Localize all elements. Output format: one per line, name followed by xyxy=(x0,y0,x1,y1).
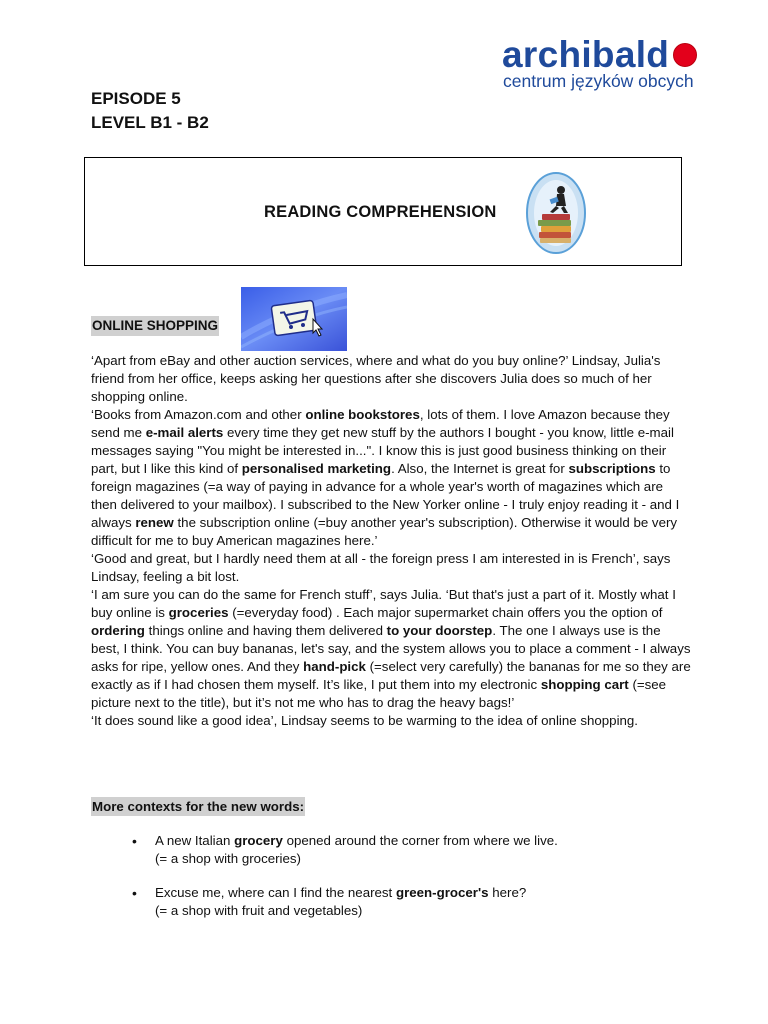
text-run: every time they get new stuff by the authors I bought - you know, little e-mail messages saying "You might be interested in...". I know this is just good business thinking on their part, but I like this kind of xyxy=(91,425,674,476)
story-paragraph xyxy=(91,586,691,712)
text-run: (=see picture next to the title), but it’s not me who has to drag the heavy bags!’ xyxy=(91,677,667,710)
story-text xyxy=(91,352,691,730)
vocabulary-term: groceries xyxy=(168,605,229,620)
example-gloss: (= a shop with groceries) xyxy=(155,851,301,866)
logo-tagline: centrum języków obcych xyxy=(503,71,694,91)
section-title: ONLINE SHOPPING xyxy=(91,316,219,336)
story-paragraph xyxy=(91,712,691,730)
vocabulary-term: e-mail alerts xyxy=(145,425,224,440)
example-sentence xyxy=(155,832,712,850)
logo-name xyxy=(502,36,732,74)
story-paragraph xyxy=(91,352,691,406)
text-run: ‘Good and great, but I hardly need them at all - the foreign press I am interested in is French’, says Lindsay, feeling a bit lost. xyxy=(91,551,671,584)
example-gloss: (= a shop with fruit and vegetables) xyxy=(155,903,363,918)
episode-label: EPISODE 5 xyxy=(91,89,181,108)
text-run: to foreign magazines (=a way of paying in advance for a whole year's worth of magazines which are then delivered to your mailbox). I subscribed to the New Yorker online - I truly enjoy reading it - and I always xyxy=(91,461,680,530)
context-example xyxy=(132,832,712,868)
vocabulary-term: renew xyxy=(135,515,174,530)
text-run: the subscription online (=buy another year's subscription). Otherwise it would be very difficult for me to buy American magazines here.’ xyxy=(91,515,678,548)
example-sentence xyxy=(155,884,712,902)
story-paragraph xyxy=(91,406,691,550)
vocabulary-term: to your doorstep xyxy=(386,623,493,638)
logo-dot-icon xyxy=(673,43,697,67)
more-contexts-title: More contexts for the new words: xyxy=(92,799,305,814)
text-run: ‘It does sound like a good idea’, Lindsay seems to be warming to the idea of online shopping. xyxy=(91,713,639,728)
text-run: Excuse me, where can I find the nearest xyxy=(155,885,396,900)
level-label: LEVEL B1 - B2 xyxy=(91,113,209,132)
vocabulary-term: personalised marketing xyxy=(241,461,392,476)
shopping-cart-icon xyxy=(241,287,347,351)
text-run: ‘Books from Amazon.com and other xyxy=(91,407,306,422)
vocabulary-term: green-grocer's xyxy=(395,885,489,900)
text-run: A new Italian xyxy=(155,833,235,848)
text-run: ‘Apart from eBay and other auction services, where and what do you buy online?’ Lindsay, Julia's friend from her office, keeps asking her questions after she discovers Julia does so much of her shopping online. xyxy=(91,353,661,404)
story-paragraph xyxy=(91,550,691,586)
text-run: . Also, the Internet is great for xyxy=(391,461,569,476)
vocabulary-term: shopping cart xyxy=(540,677,629,692)
logo-wordmark: archibald xyxy=(502,34,670,75)
vocabulary-term: ordering xyxy=(91,623,145,638)
text-run: (=select very carefully) the bananas for me so they are exactly as if I had chosen them myself. It’s like, I put them into my electronic xyxy=(91,659,691,692)
text-run: things online and having them delivered xyxy=(144,623,387,638)
text-run: (=everyday food) . Each major supermarket chain offers you the option of xyxy=(228,605,663,620)
title-banner xyxy=(84,157,682,266)
text-run: opened around the corner from where we live. xyxy=(282,833,558,848)
text-run: here? xyxy=(488,885,527,900)
episode-header xyxy=(91,87,209,135)
reading-person-on-books-icon xyxy=(526,172,586,254)
text-run: ‘I am sure you can do the same for French stuff’, says Julia. ‘But that's just a part of it. Mostly what I buy online is xyxy=(91,587,676,620)
vocabulary-term: grocery xyxy=(234,833,283,848)
more-contexts-list xyxy=(132,832,712,936)
archibald-logo xyxy=(502,36,732,90)
vocabulary-term: subscriptions xyxy=(568,461,656,476)
vocabulary-term: hand-pick xyxy=(303,659,366,674)
context-example xyxy=(132,884,712,920)
vocabulary-term: online bookstores xyxy=(305,407,420,422)
text-run: , lots of them. I love Amazon because they send me xyxy=(91,407,670,440)
banner-title: READING COMPREHENSION xyxy=(264,203,497,221)
text-run: . The one I always use is the best, I think. You can buy bananas, let's say, and the system allows you to place a comment - I always asks for ripe, yellow ones. And they xyxy=(91,623,691,674)
